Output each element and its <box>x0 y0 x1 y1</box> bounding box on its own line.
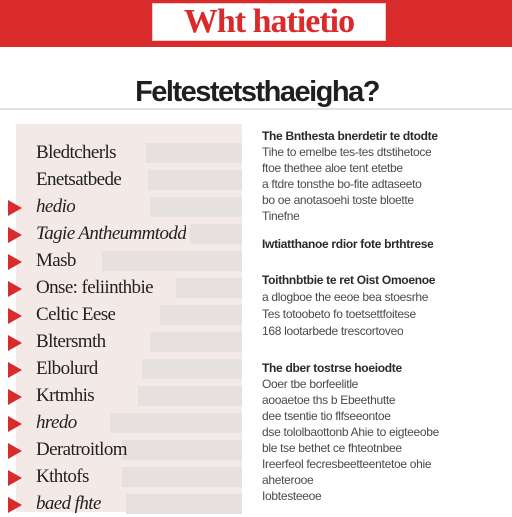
paragraph-line: aheterooe <box>262 474 314 487</box>
sidebar-item-highlight <box>176 278 242 298</box>
flag-icon <box>8 200 22 216</box>
flag-icon <box>8 281 22 297</box>
paragraph-line: a ftdre tonsthe bo-fite adtaseeto <box>262 178 422 191</box>
sidebar-item-highlight <box>110 413 242 433</box>
flag-icon <box>8 470 22 486</box>
sidebar-item-label: Bledtcherls <box>36 142 116 163</box>
sidebar-item[interactable] <box>16 167 242 193</box>
paragraph-line: The Bnthesta bnerdetir te dtodte <box>262 130 438 143</box>
sidebar-item[interactable] <box>16 248 242 274</box>
sidebar-item-label: Tagie Antheummtodd <box>36 223 187 244</box>
sidebar <box>16 124 242 512</box>
paragraph-line: Iobtesteeoe <box>262 490 322 503</box>
sidebar-item-label: Krtmhis <box>36 385 95 406</box>
sidebar-item-label: Bltersmth <box>36 331 106 352</box>
sidebar-item-label: hredo <box>36 412 77 433</box>
sidebar-item-label: Celtic Eese <box>36 304 116 325</box>
sidebar-item-label: baed fhte <box>36 493 101 514</box>
paragraph-line: dee tsentie tio flfseeontoe <box>262 410 391 423</box>
paragraph-line: Toithnbtbie te ret Oist Omoenoe <box>262 274 436 287</box>
paragraph-line: Iwtiatthanoe rdior fote brthtrese <box>262 238 434 251</box>
sidebar-item[interactable] <box>16 491 242 517</box>
paragraph-line: Tes totoobeto fo toetsettfoitese <box>262 308 416 321</box>
sidebar-item-highlight <box>122 467 242 487</box>
page-title: Wht hatietio <box>152 3 386 41</box>
paragraph-line: Ooer tbe borfeelitle <box>262 378 359 391</box>
flag-icon <box>8 389 22 405</box>
sidebar-item-label: hedio <box>36 196 76 217</box>
content-column <box>262 128 492 512</box>
sidebar-item-highlight <box>138 386 242 406</box>
flag-icon <box>8 443 22 459</box>
paragraph-line: ble tse bethet ce fhteotnbee <box>262 442 402 455</box>
sidebar-item-highlight <box>102 251 242 271</box>
paragraph-line: Ireerfeol fecresbeetteentetoe ohie <box>262 458 432 471</box>
sidebar-item-highlight <box>126 494 242 514</box>
sidebar-item-label: Onse: feliinthbie <box>36 277 153 298</box>
flag-icon <box>8 335 22 351</box>
paragraph-line: bo oe anotasoehi toste bloette <box>262 194 414 207</box>
flag-icon <box>8 497 22 513</box>
sidebar-item[interactable] <box>16 356 242 382</box>
paragraph-line: dse tololbaottonb Ahie to eigteeobe <box>262 426 439 439</box>
sidebar-item-highlight <box>146 143 242 163</box>
divider <box>0 108 512 110</box>
paragraph-line: The dber tostrse hoeiodte <box>262 362 402 375</box>
page-subtitle: Feltestetsthaeigha? <box>135 75 379 108</box>
sidebar-item-highlight <box>142 359 242 379</box>
sidebar-item[interactable] <box>16 383 242 409</box>
sidebar-item[interactable] <box>16 437 242 463</box>
paragraph-line: Tinefne <box>262 210 300 223</box>
sidebar-item-label: Masb <box>36 250 76 271</box>
sidebar-item-label: Deratroitlom <box>36 439 127 460</box>
sidebar-item-label: Enetsatbede <box>36 169 122 190</box>
sidebar-item-highlight <box>122 440 242 460</box>
paragraph-line: a dlogboe the eeoe bea stoesrhe <box>262 291 429 304</box>
flag-icon <box>8 308 22 324</box>
sidebar-item-highlight <box>148 170 242 190</box>
sidebar-item[interactable] <box>16 275 242 301</box>
paragraph-line: aooaetoe ths b Ebeethutte <box>262 394 396 407</box>
sidebar-item-label: Kthtofs <box>36 466 89 487</box>
sidebar-item-label: Elbolurd <box>36 358 98 379</box>
sidebar-item-highlight <box>150 197 242 217</box>
flag-icon <box>8 227 22 243</box>
sidebar-item-highlight <box>160 305 242 325</box>
sidebar-item[interactable] <box>16 194 242 220</box>
paragraph-line: Tihe to emelbe tes-tes dtstihetoce <box>262 146 432 159</box>
flag-icon <box>8 362 22 378</box>
sidebar-item[interactable] <box>16 302 242 328</box>
sidebar-item[interactable] <box>16 221 242 247</box>
sidebar-item-highlight <box>150 332 242 352</box>
flag-icon <box>8 416 22 432</box>
paragraph-line: 168 lootarbede trescortoveo <box>262 325 404 338</box>
sidebar-item[interactable] <box>16 140 242 166</box>
paragraph-line: ftoe thethee aloe tent etetbe <box>262 162 403 175</box>
sidebar-item[interactable] <box>16 464 242 490</box>
sidebar-item[interactable] <box>16 329 242 355</box>
sidebar-item-highlight <box>190 224 242 244</box>
sidebar-item[interactable] <box>16 410 242 436</box>
flag-icon <box>8 254 22 270</box>
